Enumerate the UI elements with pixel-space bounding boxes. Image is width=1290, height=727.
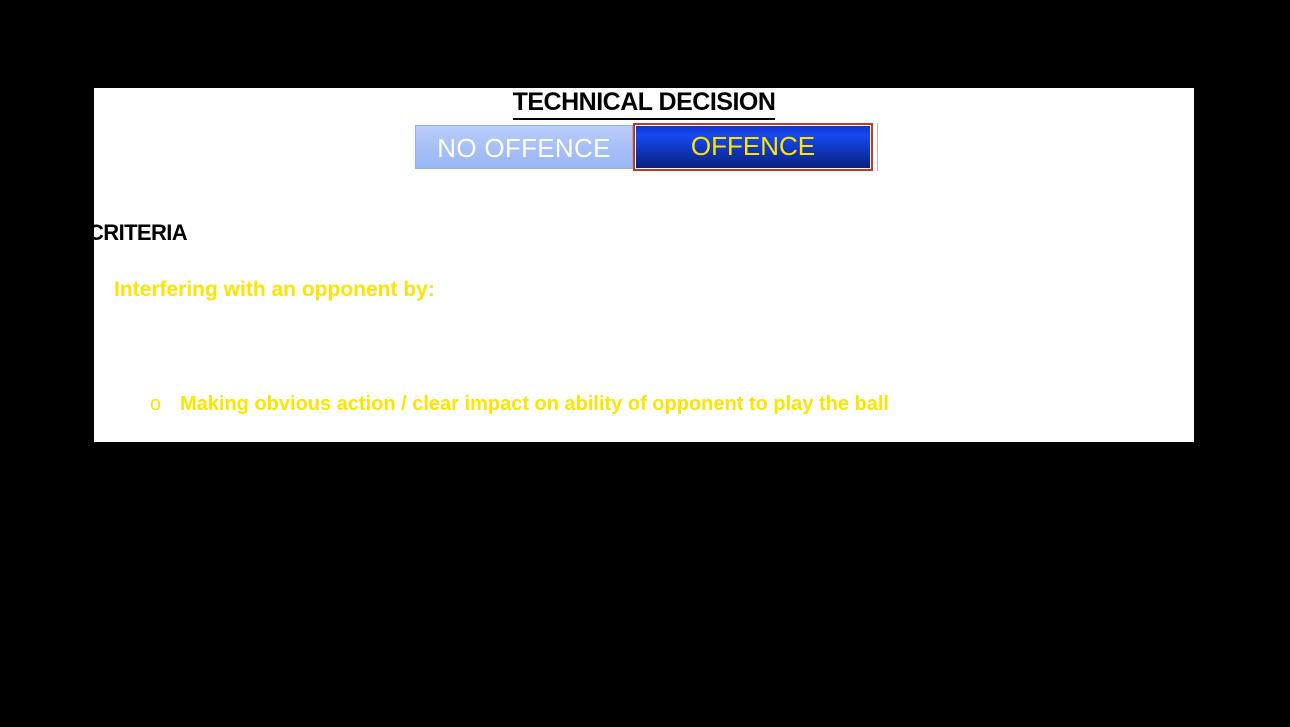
offence-button-frame: [633, 123, 873, 171]
page-title: [94, 88, 1194, 120]
slide-panel: [88, 88, 1194, 442]
page-title-text: TECHNICAL DECISION: [513, 88, 776, 120]
decision-toggle-group: [415, 125, 878, 171]
criteria-bullet-item: [150, 393, 889, 416]
criteria-lead-text: Interfering with an opponent by:: [114, 278, 435, 301]
bullet-marker-icon: o: [150, 393, 162, 415]
offence-button[interactable]: OFFENCE: [636, 126, 870, 168]
no-offence-button[interactable]: NO OFFENCE: [415, 125, 633, 169]
criteria-heading: CRITERIA: [88, 220, 188, 245]
criteria-bullet-text: Making obvious action / clear impact on ability of opponent to play the ball: [180, 393, 889, 415]
